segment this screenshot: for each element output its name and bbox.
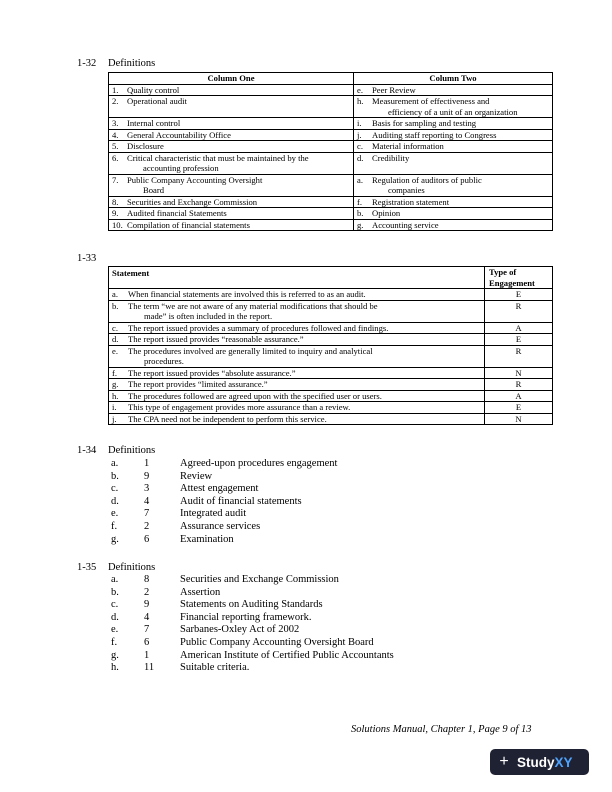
definition-term: Assurance services [180, 520, 261, 532]
definition-letter: c. [111, 599, 119, 611]
definition-number: 8 [144, 574, 150, 585]
item-number: 9. [112, 208, 119, 218]
item-number: 2. [112, 96, 119, 106]
item-number: d. [357, 152, 364, 163]
item-text [127, 175, 350, 196]
statement-continuation: procedures. [144, 356, 184, 366]
cell-content [112, 208, 350, 219]
statement-cell [109, 300, 485, 322]
cell-content [357, 85, 549, 96]
table-cell [109, 118, 354, 130]
item-text-line: Quality control [127, 84, 180, 95]
table-cell [354, 219, 553, 231]
item-text-line: Basis for sampling and testing [372, 118, 477, 128]
item-text-line: Material information [372, 141, 444, 151]
statement-line: This type of engagement provides more assurance than a review. [128, 402, 351, 412]
item-text [127, 118, 350, 129]
definition-number: 7 [144, 624, 150, 636]
section-title-1-35: Definitions [108, 562, 156, 573]
item-number: i. [357, 118, 362, 128]
table-cell [354, 174, 553, 196]
section-title-1-32: Definitions [108, 58, 156, 69]
item-text [127, 153, 350, 174]
statement-line: The report issued provides “absolute assurance.” [128, 367, 296, 378]
item-text [127, 197, 350, 208]
definition-term: Integrated audit [180, 508, 247, 520]
statement-letter: e. [112, 345, 118, 356]
engagement-type-header-line1: Type of [489, 267, 517, 277]
studyxy-badge[interactable] [490, 749, 589, 775]
definition-number: 6 [144, 533, 150, 545]
definition-number: 4 [144, 495, 150, 507]
table-cell [109, 208, 354, 220]
cell-content [112, 197, 350, 208]
table-cell [109, 196, 354, 208]
engagement-table-1-33 [108, 266, 553, 425]
item-text [127, 220, 350, 231]
statement-line: The procedures involved are generally limited to inquiry and analytical [128, 345, 373, 356]
cell-content [357, 208, 549, 219]
item-text-continuation: companies [388, 185, 425, 195]
plus-icon: + [499, 753, 509, 770]
item-text [372, 220, 549, 231]
definition-letter: e. [111, 624, 119, 636]
item-text-continuation: Board [143, 185, 165, 195]
cell-content [112, 130, 350, 141]
cell-content [112, 391, 481, 402]
item-text-line: Audited financial Statements [127, 208, 227, 218]
item-text-line: Measurement of effectiveness and [372, 96, 490, 106]
item-text-line: Critical characteristic that must be maintained by the [127, 152, 309, 163]
item-text [127, 85, 350, 96]
definition-letter: f. [111, 636, 118, 648]
item-text-line: Compilation of financial statements [127, 219, 250, 230]
item-number: h. [357, 96, 364, 106]
statement-letter: i. [112, 402, 117, 412]
definition-letter: d. [111, 611, 119, 623]
definition-term: Assertion [180, 586, 221, 598]
table-row [109, 390, 553, 402]
cell-content [112, 323, 481, 334]
cell-content [357, 96, 549, 117]
definition-letter: c. [111, 483, 119, 495]
item-text-line: Regulation of auditors of public [372, 174, 482, 185]
item-text [127, 141, 350, 152]
table-cell [109, 96, 354, 118]
item-text-line: General Accountability Office [127, 129, 231, 140]
item-text [127, 208, 350, 219]
cell-content [112, 118, 350, 129]
statement-continuation: made” is often included in the report. [144, 311, 273, 321]
cell-content [357, 141, 549, 152]
statement-line: The CPA need not be independent to perform this service. [128, 413, 327, 424]
statement-cell [109, 322, 485, 334]
statement-letter: c. [112, 322, 118, 333]
engagement-type-cell: N [485, 367, 553, 379]
cell-content [112, 402, 481, 413]
cell-content [357, 153, 549, 164]
cell-content [357, 197, 549, 208]
item-number: j. [357, 129, 362, 140]
definition-number: 1 [144, 458, 150, 469]
engagement-type-header-line2: Engagement [489, 277, 535, 288]
item-text-continuation: efficiency of a unit of an organization [388, 106, 518, 117]
item-text [127, 96, 350, 107]
item-text [372, 96, 549, 117]
cell-content [112, 368, 481, 379]
section-title-1-34: Definitions [108, 445, 156, 456]
table-row [109, 219, 553, 231]
table-row [109, 367, 553, 379]
cell-content [112, 414, 481, 425]
definition-number: 9 [144, 599, 150, 611]
table-row [109, 152, 553, 174]
cell-content [112, 379, 481, 390]
table-row [109, 345, 553, 367]
statement-letter: h. [112, 390, 119, 401]
table-row [109, 196, 553, 208]
section-label-1-32: 1-32 [77, 58, 97, 69]
engagement-type-cell: R [485, 345, 553, 367]
table-row [109, 118, 553, 130]
column-two-header: Column Two [354, 73, 553, 85]
definition-term: Attest engagement [180, 483, 259, 495]
section-label-1-35: 1-35 [77, 562, 97, 573]
definition-term: Review [180, 470, 213, 482]
definition-term: Agreed-upon procedures engagement [180, 458, 338, 469]
item-text [372, 153, 549, 164]
item-text-line: Accounting service [372, 219, 439, 230]
definition-number: 9 [144, 470, 150, 482]
engagement-type-cell: E [485, 289, 553, 301]
table-row [109, 289, 553, 301]
table-row [109, 300, 553, 322]
item-text-line: Opinion [372, 208, 401, 218]
item-number: 4. [112, 129, 119, 140]
item-text-line: Auditing staff reporting to Congress [372, 129, 497, 140]
item-text-line: Internal control [127, 118, 181, 128]
statement-line: The report issued provides a summary of procedures followed and findings. [128, 322, 389, 333]
definition-number: 2 [144, 586, 150, 598]
cell-content [357, 220, 549, 231]
table-row [109, 129, 553, 141]
table-cell [109, 141, 354, 153]
item-text [372, 85, 549, 96]
table-row [109, 413, 553, 425]
item-number: 8. [112, 196, 119, 207]
table-cell [354, 96, 553, 118]
statement-text [128, 391, 481, 402]
item-text [372, 130, 549, 141]
item-text-line: Credibility [372, 152, 410, 163]
statement-cell [109, 413, 485, 425]
item-text [372, 118, 549, 129]
item-number: 5. [112, 141, 119, 151]
brand-name: Study [517, 754, 555, 770]
item-number: a. [357, 174, 363, 185]
item-text-line: Public Company Accounting Oversight [127, 174, 263, 185]
definition-number: 4 [144, 611, 150, 623]
item-text-line: Disclosure [127, 141, 164, 151]
definition-number: 2 [144, 520, 150, 532]
statement-line: When financial statements are involved this is referred to as an audit. [128, 289, 366, 299]
definitions-table-1-32 [108, 72, 553, 231]
cell-content [112, 141, 350, 152]
definition-letter: b. [111, 470, 119, 482]
item-text-line: Securities and Exchange Commission [127, 196, 258, 207]
statement-header: Statement [109, 267, 485, 289]
cell-content [112, 175, 350, 196]
definition-number: 3 [144, 483, 150, 495]
table-row [109, 84, 553, 96]
table-cell [109, 129, 354, 141]
item-text [372, 208, 549, 219]
item-number: b. [357, 208, 364, 218]
statement-cell [109, 334, 485, 346]
statement-letter: f. [112, 367, 118, 378]
cell-content [357, 130, 549, 141]
cell-content [112, 346, 481, 367]
definition-number: 1 [144, 649, 150, 661]
statement-cell [109, 367, 485, 379]
table-row [109, 208, 553, 220]
item-text-line: Operational audit [127, 96, 187, 106]
cell-content [112, 334, 481, 345]
table-cell [354, 152, 553, 174]
cell-content [112, 96, 350, 107]
definition-number: 11 [144, 662, 155, 674]
table-cell [354, 118, 553, 130]
table-row [109, 141, 553, 153]
statement-letter: j. [112, 413, 117, 424]
table-row [109, 96, 553, 118]
definition-letter: g. [111, 649, 119, 661]
section-label-1-33: 1-33 [77, 253, 97, 264]
definition-term: Public Company Accounting Oversight Board [180, 636, 374, 648]
section-label-1-34: 1-34 [77, 445, 97, 456]
item-number: 10. [112, 219, 123, 230]
statement-text [128, 402, 481, 413]
engagement-type-cell: A [485, 322, 553, 334]
table-row [109, 379, 553, 391]
table-cell [109, 152, 354, 174]
cell-content [357, 175, 549, 196]
cell-content [112, 301, 481, 322]
table-row [109, 402, 553, 414]
definition-letter: b. [111, 586, 119, 598]
item-number: f. [357, 196, 363, 207]
definition-term: Financial reporting framework. [180, 611, 312, 623]
item-text [127, 130, 350, 141]
engagement-type-cell: N [485, 413, 553, 425]
table-row [109, 174, 553, 196]
statement-text [128, 346, 481, 367]
definition-letter: a. [111, 574, 119, 585]
table-cell [109, 84, 354, 96]
statement-text [128, 301, 481, 322]
item-number: 6. [112, 152, 119, 163]
table-cell [354, 129, 553, 141]
definition-term: Audit of financial statements [180, 495, 302, 507]
column-one-header: Column One [109, 73, 354, 85]
item-number: 7. [112, 174, 119, 185]
item-text-continuation: accounting profession [143, 163, 219, 173]
cell-content [112, 153, 350, 174]
statement-cell [109, 390, 485, 402]
cell-content [112, 220, 350, 231]
item-text [372, 141, 549, 152]
statement-letter: b. [112, 300, 119, 311]
statement-text [128, 368, 481, 379]
table-cell [109, 219, 354, 231]
definition-letter: g. [111, 533, 119, 545]
statement-line: The report provides “limited assurance.” [128, 379, 268, 389]
statement-cell [109, 379, 485, 391]
item-number: 1. [112, 84, 119, 95]
statement-letter: g. [112, 379, 119, 389]
engagement-type-cell: A [485, 390, 553, 402]
definition-term: American Institute of Certified Public Accountants [180, 649, 394, 661]
engagement-type-cell: E [485, 402, 553, 414]
engagement-type-cell: R [485, 300, 553, 322]
statement-cell [109, 402, 485, 414]
cell-content [112, 289, 481, 300]
statement-line: The report issued provides “reasonable assurance.” [128, 334, 304, 344]
statement-cell [109, 289, 485, 301]
statement-text [128, 414, 481, 425]
statement-line: The procedures followed are agreed upon with the specified user or users. [128, 390, 382, 401]
cell-content [357, 118, 549, 129]
definition-letter: f. [111, 520, 118, 532]
table-row [109, 334, 553, 346]
definition-letter: d. [111, 495, 119, 507]
item-number: 3. [112, 118, 119, 128]
definition-number: 7 [144, 508, 150, 520]
engagement-type-header [485, 267, 553, 289]
definition-term: Sarbanes-Oxley Act of 2002 [180, 624, 300, 636]
statement-text [128, 379, 481, 390]
definition-letter: e. [111, 508, 119, 520]
statement-text [128, 323, 481, 334]
item-text [372, 175, 549, 196]
table-row [109, 322, 553, 334]
table-cell [354, 208, 553, 220]
statement-letter: d. [112, 334, 119, 344]
item-text [372, 197, 549, 208]
item-number: g. [357, 219, 364, 230]
table-cell [354, 141, 553, 153]
statement-cell [109, 345, 485, 367]
engagement-type-cell: R [485, 379, 553, 391]
page-footer: Solutions Manual, Chapter 1, Page 9 of 13 [351, 724, 532, 735]
item-text-line: Peer Review [372, 84, 416, 95]
cell-content [112, 85, 350, 96]
definition-term: Examination [180, 533, 234, 545]
item-text-line: Registration statement [372, 196, 450, 207]
item-number: e. [357, 84, 363, 95]
statement-text [128, 334, 481, 345]
definition-letter: a. [111, 458, 119, 469]
brand-accent: XY [554, 754, 573, 770]
definition-term: Securities and Exchange Commission [180, 574, 339, 585]
engagement-type-cell: E [485, 334, 553, 346]
table-cell [354, 196, 553, 208]
table-cell [354, 84, 553, 96]
item-number: c. [357, 141, 363, 151]
statement-line: The term “we are not aware of any material modifications that should be [128, 300, 378, 311]
definition-term: Statements on Auditing Standards [180, 599, 323, 611]
statement-letter: a. [112, 289, 118, 299]
definition-term: Suitable criteria. [180, 662, 250, 674]
definition-number: 6 [144, 636, 150, 648]
definition-letter: h. [111, 662, 119, 674]
table-cell [109, 174, 354, 196]
statement-text [128, 289, 481, 300]
